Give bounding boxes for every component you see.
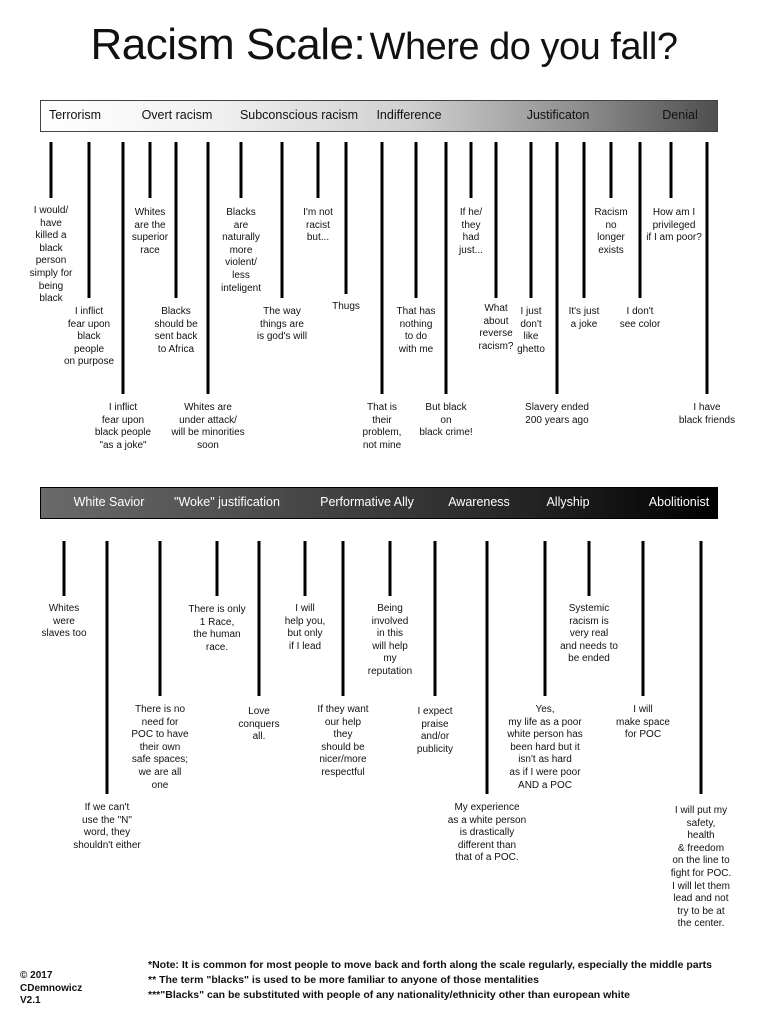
footnote: *Note: It is common for most people to move back and forth along the scale regularly, especially the middle parts — [148, 959, 713, 971]
scale-item-label: That is their problem, not mine — [362, 402, 402, 451]
scale-item-label: What about reverse racism? — [478, 303, 514, 352]
scale-bar-allyship — [40, 487, 718, 519]
title-subtitle: Where do you fall? — [369, 26, 678, 68]
tick-marker — [389, 541, 392, 596]
tick-marker — [556, 142, 559, 394]
version-label: V2.1 — [20, 995, 41, 1006]
title-main: Racism Scale: — [90, 20, 366, 69]
footnote: ***"Blacks" can be substituted with people of any nationality/ethnicity other than european white — [148, 989, 630, 1001]
footnote: ** The term "blacks" is used to be more familiar to anyone of those mentalities — [148, 974, 539, 986]
segment-woke-justification: "Woke" justification — [174, 495, 280, 509]
tick-marker — [345, 142, 348, 294]
scale-item-label: I will make space for POC — [616, 704, 670, 741]
tick-marker — [207, 142, 210, 394]
tick-marker — [434, 541, 437, 696]
scale-item-label: I have black friends — [678, 402, 736, 426]
tick-marker — [216, 541, 219, 596]
tick-marker — [317, 142, 320, 198]
tick-marker — [700, 541, 703, 794]
copyright-year: © 2017 — [20, 970, 53, 981]
tick-marker — [381, 142, 384, 394]
scale-item-label: I inflict fear upon black people "as a joke" — [94, 402, 152, 451]
scale-item-label: I don't see color — [619, 306, 661, 330]
scale-item-label: Systemic racism is very real and needs to be ended — [560, 603, 618, 665]
tick-marker — [63, 541, 66, 596]
segment-justification: Justificaton — [526, 108, 590, 122]
footnotes — [148, 958, 712, 1003]
scale-item-label: My experience as a white person is drastically different than that of a POC. — [447, 802, 527, 864]
tick-marker — [50, 142, 53, 198]
tick-marker — [588, 541, 591, 596]
scale-item-label: That has nothing to do with me — [396, 306, 436, 355]
scale-item-label: Yes, my life as a poor white person has been hard but it isn't as hard as if I were poor AND a POC — [507, 704, 583, 791]
tick-marker — [642, 541, 645, 696]
scale-item-label: Whites are the superior race — [131, 207, 169, 256]
tick-marker — [544, 541, 547, 696]
scale-item-label: I would/ have killed a black person simply for being black — [29, 205, 73, 305]
scale-item-label: Being involved in this will help my reputation — [367, 603, 413, 677]
tick-marker — [486, 541, 489, 794]
copyright-block — [20, 970, 82, 1008]
scale-item-label: Love conquers all. — [238, 706, 280, 743]
scale-bar-racism — [40, 100, 718, 132]
segment-performative-ally: Performative Ally — [320, 495, 414, 509]
scale-item-label: Blacks are naturally more violent/ less inteligent — [220, 207, 262, 294]
segment-allyship: Allyship — [546, 495, 590, 509]
scale-item-label: Blacks should be sent back to Africa — [154, 306, 198, 355]
tick-marker — [159, 541, 162, 696]
scale-item-label: If he/ they had just... — [459, 207, 483, 256]
tick-marker — [281, 142, 284, 298]
scale-item-label: I expect praise and/or publicity — [416, 706, 454, 755]
scale-item-label: But black on black crime! — [419, 402, 473, 439]
tick-marker — [639, 142, 642, 298]
scale-item-label: I inflict fear upon black people on purpose — [63, 306, 115, 368]
segment-overt-racism: Overt racism — [141, 108, 213, 122]
tick-marker — [445, 142, 448, 394]
tick-marker — [122, 142, 125, 394]
scale-item-label: I'm not racist but... — [303, 207, 333, 244]
tick-marker — [175, 142, 178, 298]
copyright-author: CDemnowicz — [20, 982, 83, 994]
segment-subconscious-racism: Subconscious racism — [239, 108, 359, 122]
tick-marker — [706, 142, 709, 394]
tick-marker — [470, 142, 473, 198]
scale-item-label: There is no need for POC to have their own safe spaces; we are all one — [131, 704, 189, 791]
scale-item-label: If they want our help they should be nicer/more respectful — [317, 704, 369, 778]
scale-item-label: Racism no longer exists — [594, 207, 628, 256]
tick-marker — [106, 541, 109, 794]
scale-item-label: Slavery ended 200 years ago — [525, 402, 589, 426]
segment-terrorism: Terrorism — [48, 108, 102, 122]
tick-marker — [610, 142, 613, 198]
tick-marker — [583, 142, 586, 298]
tick-marker — [530, 142, 533, 298]
tick-marker — [415, 142, 418, 298]
tick-marker — [670, 142, 673, 198]
tick-marker — [342, 541, 345, 696]
scale-item-label: I will put my safety, health & freedom on the line to fight for POC. I will let them lead and not try to be at the center. — [670, 805, 732, 930]
tick-marker — [495, 142, 498, 298]
segment-denial: Denial — [662, 108, 698, 122]
scale-item-label: Whites are under attack/ will be minorities soon — [171, 402, 245, 451]
scale-item-label: I will help you, but only if I lead — [284, 603, 326, 652]
scale-item-label: The way things are is god's will — [256, 306, 308, 343]
segment-white-savior: White Savior — [73, 495, 145, 509]
tick-marker — [304, 541, 307, 596]
tick-marker — [258, 541, 261, 696]
tick-marker — [88, 142, 91, 298]
segment-indifference: Indifference — [376, 108, 442, 122]
scale-item-label: How am I privileged if I am poor? — [646, 207, 702, 244]
tick-marker — [240, 142, 243, 198]
segment-awareness: Awareness — [448, 495, 510, 509]
scale-item-label: It's just a joke — [568, 306, 600, 330]
scale-item-label: Whites were slaves too — [41, 603, 87, 640]
tick-marker — [149, 142, 152, 198]
page-title — [0, 20, 768, 70]
scale-item-label: If we can't use the "N" word, they shouldn't either — [73, 802, 141, 851]
segment-abolitionist: Abolitionist — [648, 495, 710, 509]
scale-item-label: I just don't like ghetto — [517, 306, 545, 355]
scale-item-label: Thugs — [332, 301, 360, 312]
scale-item-label: There is only 1 Race, the human race. — [188, 604, 246, 653]
